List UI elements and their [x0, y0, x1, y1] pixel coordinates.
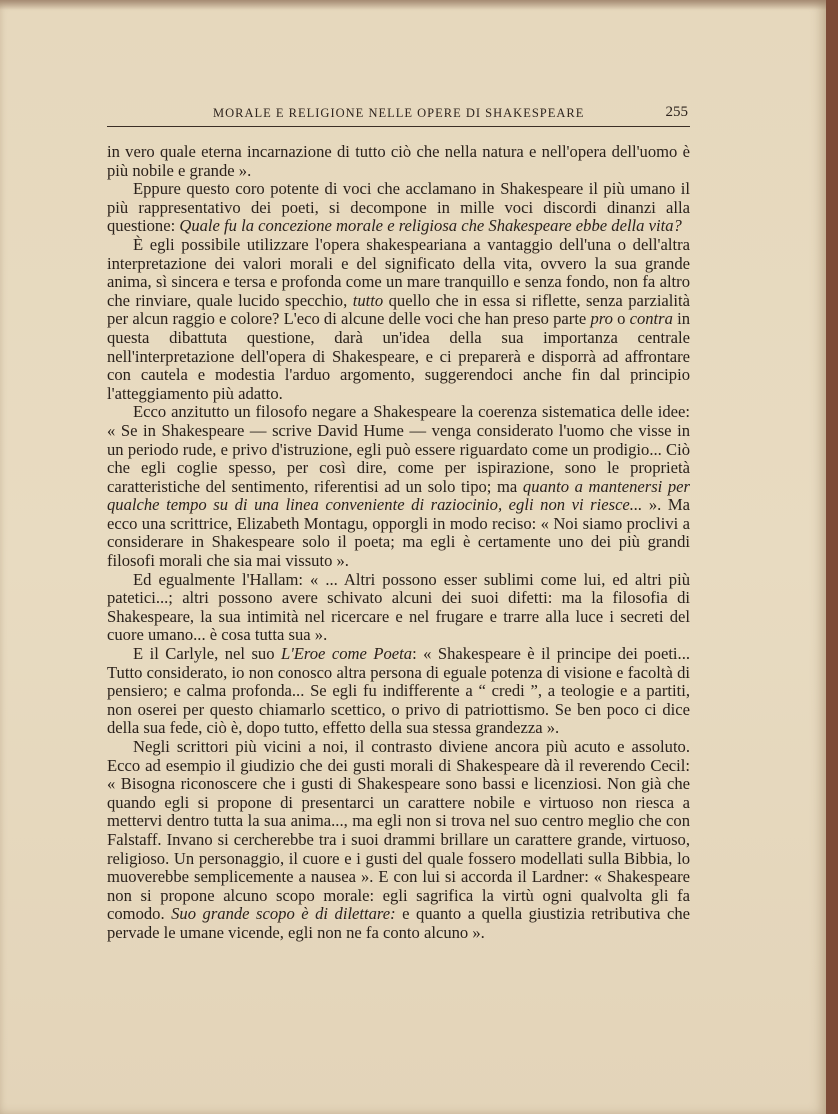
paragraph-1: in vero quale eterna incarnazione di tutto ciò che nella natura e nell'opera dell'uomo è più nobile e grande ».	[107, 142, 690, 180]
paragraph-6: E il Carlyle, nel suo L'Eroe come Poeta: « Shakespeare è il principe dei poeti... Tutto considerato, io non conosco altra persona di eguale potenza di visione e facoltà di pensiero; e calma profonda... Se egli fu indifferente a “ credi ”, a teologie e a partiti, non oserei per questo chiamarlo scettico, o privo di patriottismo. Se ben poco ci dice della sua fede, ciò è, dopo tutto, effetto della sua stessa grandezza ».	[107, 644, 690, 738]
italic-question: Quale fu la concezione morale e religiosa che Shakespeare ebbe della vita?	[179, 216, 682, 236]
page-number: 255	[665, 104, 688, 120]
paragraph-2: Eppure questo coro potente di voci che acclamano in Shakespeare il più umano il più rappresentativo dei poeti, si decompone in mille voci discordi dinanzi alla questione: Quale fu la concezione morale e religiosa che Shakespeare ebbe della vita?	[107, 179, 690, 236]
running-header	[107, 104, 690, 127]
paragraph-5: Ed egualmente l'Hallam: « ... Altri possono esser sublimi come lui, ed altri più patetici...; altri possono avere schivato alcuni dei suoi difetti: ma la filosofia di Shakespeare, la sua intimità nel ricercare e nel frugare e trarre alla luce i secreti del cuore umano... è cosa tutta sua ».	[107, 569, 690, 645]
book-title: L'Eroe come Poeta	[281, 644, 413, 664]
running-title: MORALE E RELIGIONE NELLE OPERE DI SHAKESPEARE	[213, 106, 585, 120]
body-text	[107, 143, 690, 943]
paragraph-4: Ecco anzitutto un filosofo negare a Shakespeare la coerenza sistematica delle idee: « Se in Shakespeare — scrive David Hume — venga considerato l'uomo che visse in un periodo rude, e privo d'istruzione, egli può essere riguardato come un prodigio... Ciò che egli coglie spesso, per così dire, come per ispirazione, sono le proprietà caratteristiche del sentimento, riferentisi ad un solo tipo; ma quanto a mantenersi per qualche tempo su di una linea conveniente di raziocinio, egli non vi riesce... ». Ma ecco una scrittrice, Elizabeth Montagu, opporgli in modo reciso: « Noi siamo proclivi a considerare in Shakespeare solo il poeta; ma egli è certamente uno dei più grandi filosofi morali che sia mai vissuto ».	[107, 402, 690, 571]
page-edge-stain	[0, 0, 826, 10]
paragraph-3: È egli possibile utilizzare l'opera shakespeariana a vantaggio dell'una o dell'altra interpretazione dei valori morali e del significato della vita, ovvero la sua grande anima, sì sincera e tersa e profonda come un mare tranquillo e senza fondo, non fa altro che rinviare, quale lucido specchio, tutto quello che in essa si riflette, senza parzialità per alcun raggio e colore? L'eco di alcune delle voci che han preso parte pro o contra in questa dibattuta questione, darà un'idea della sua importanza centrale nell'interpretazione dell'opera di Shakespeare, e ci preparerà e disporrà ad affrontare con cautela e modestia l'arduo argomento, suggerendoci anche fin dal principio l'atteggiamento più adatto.	[107, 234, 690, 403]
paragraph-7: Negli scrittori più vicini a noi, il contrasto diviene ancora più acuto e assoluto. Ecco ad esempio il giudizio che dei gusti morali di Shakespeare dà il reverendo Cecil: « Bisogna riconoscere che i gusti di Shakespeare sono bassi e licenziosi. Non già che quando egli si propone di presentarci un carattere nobile e virtuoso non riesca a mettervi dentro tutta la sua anima..., ma egli non si trova nel suo centro meglio che con Falstaff. Invano si cercherebbe tra i suoi drammi brillare un carattere grande, virtuoso, religioso. Un personaggio, il cuore e i gusti del quale fossero modellati sulla Bibbia, lo muoverebbe semplicemente a nausea ». E con lui si accorda il Lardner: « Shakespeare non si propone alcuno scopo morale: egli sagrifica la virtù ogni qualvolta gli fa comodo. Suo grande scopo è di dilettare: e quanto a quella giustizia retributiva che pervade le umane vicende, egli non ne fa conto alcuno ».	[107, 737, 691, 942]
